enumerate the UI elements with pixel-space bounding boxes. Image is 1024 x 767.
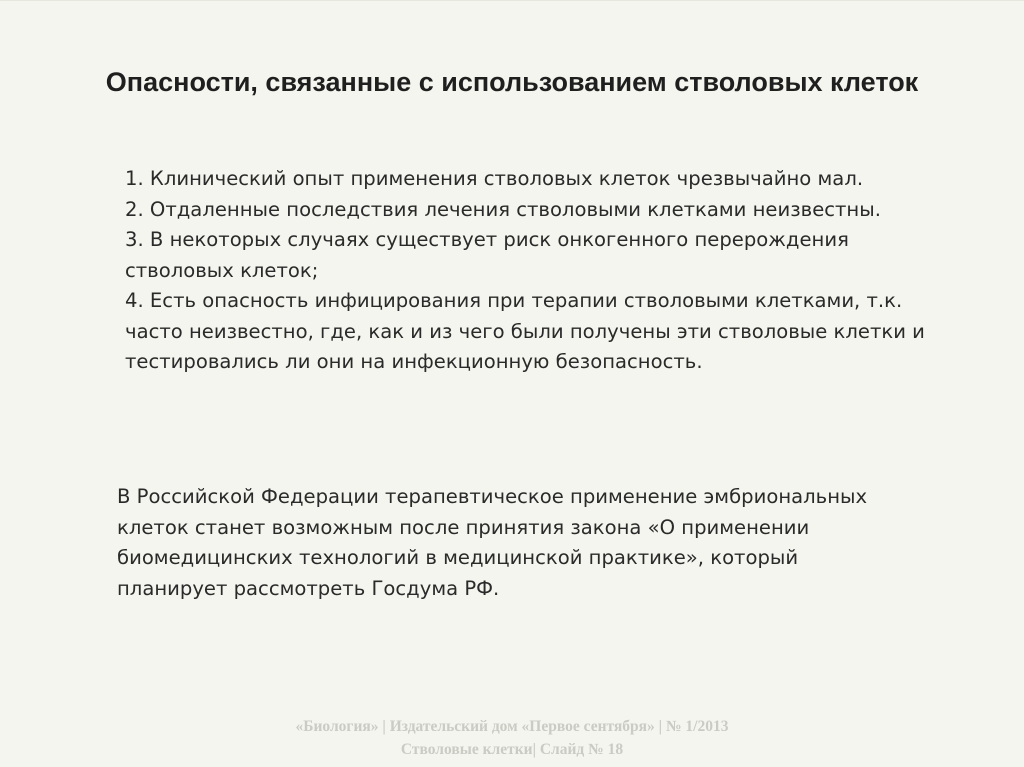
risk-item: 4. Есть опасность инфицирования при терапии стволовыми клетками, т.к. часто неизвестно, где, как и из чего были получены эти стволовые клетки и тестировались ли они на инфекционную безопасность. (125, 289, 925, 373)
risk-item: 3. В некоторых случаях существует риск онкогенного перерождения стволовых клеток; (125, 228, 849, 282)
risk-item: 1. Клинический опыт применения стволовых клеток чрезвычайно мал. (125, 167, 864, 190)
footer-slide-number: Стволовые клетки| Слайд № 18 (400, 741, 624, 758)
risk-list (125, 164, 925, 378)
slide-footer (150, 715, 874, 761)
footer-publication: «Биология» | Издательский дом «Первое сентября» | № 1/2013 (295, 718, 729, 735)
legislation-note: В Российской Федерации терапевтическое применение эмбриональных клеток станет возможным после принятия закона «О применении биомедицинских технологий в медицинской практике», который планирует рассмотреть Госдума РФ. (117, 485, 868, 600)
risk-item: 2. Отдаленные последствия лечения стволовыми клетками неизвестны. (125, 197, 881, 221)
slide-title: Опасности, связанные с использованием стволовых клеток (105, 67, 919, 97)
